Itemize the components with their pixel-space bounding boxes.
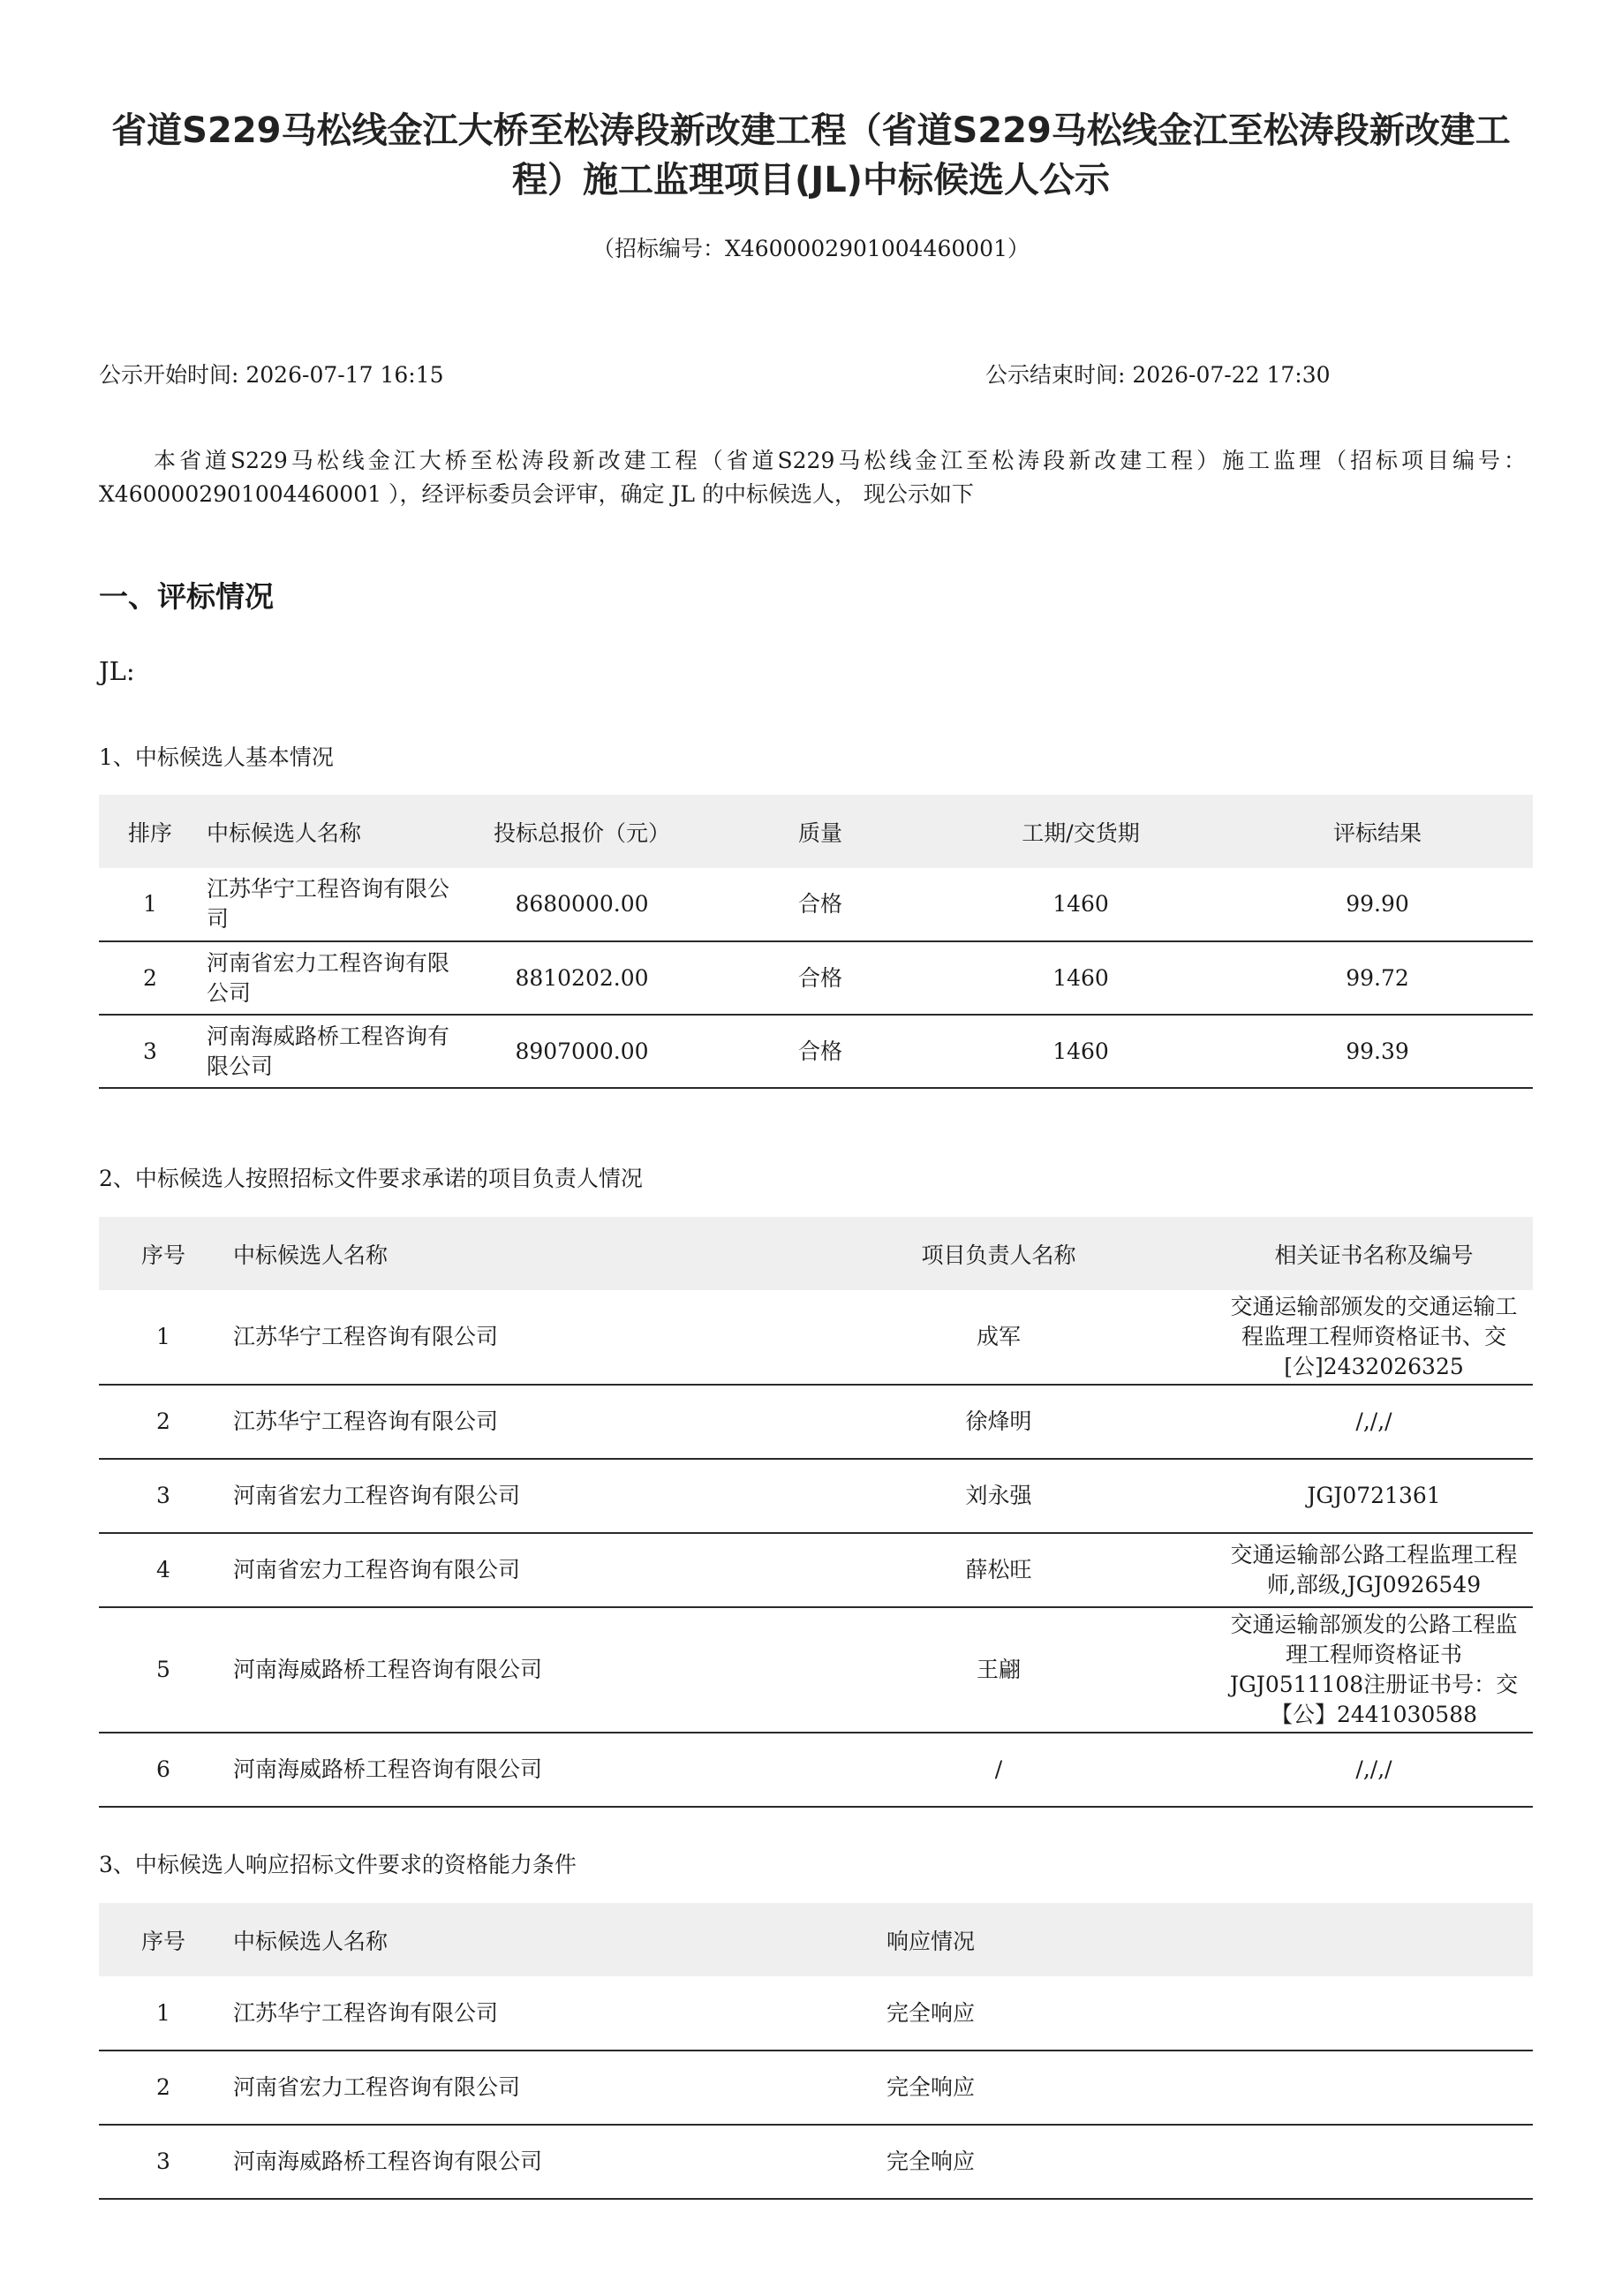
cell-candidate-name: 江苏华宁工程咨询有限公司 [228,1290,782,1385]
cell-manager: 薛松旺 [782,1533,1215,1607]
cell-candidate-name: 江苏华宁工程咨询有限公司 [228,1385,782,1459]
cell-candidate-name: 河南海威路桥工程咨询有限公司 [228,2125,881,2199]
project-manager-table [99,1217,1533,1808]
col-header-candidate-name: 中标候选人名称 [201,795,463,868]
cell-period: 1460 [939,868,1222,941]
cell-candidate-name: 河南省宏力工程咨询有限公司 [228,1459,782,1533]
page-title: 省道S229马松线金江大桥至松涛段新改建工程（省道S229马松线金江至松涛段新改建工程）施工监理项目(JL)中标候选人公示 [111,110,1511,200]
cell-no: 4 [99,1533,228,1607]
cell-no: 2 [99,1385,228,1459]
intro-paragraph: 本省道S229马松线金江大桥至松涛段新改建工程（省道S229马松线金江至松涛段新改建工程）施工监理（招标项目编号： X4600002901004460001 ），经评标委员会评审，确定 JL 的中标候选人， 现公示如下 [99,448,1526,507]
table-header-row [99,795,1533,868]
cell-certificate: 交通运输部公路工程监理工程师,部级,JGJ0926549 [1215,1533,1533,1607]
cell-no: 5 [99,1607,228,1733]
col-header-no: 序号 [99,1217,228,1290]
cell-manager: 徐烽明 [782,1385,1215,1459]
col-header-response: 响应情况 [881,1903,1533,1976]
col-header-certificate: 相关证书名称及编号 [1215,1217,1533,1290]
cell-response: 完全响应 [881,2051,1533,2125]
cell-bid-price: 8810202.00 [463,941,701,1015]
cell-candidate-name: 河南省宏力工程咨询有限公司 [228,1533,782,1607]
col-header-quality: 质量 [701,795,939,868]
table-row [99,1607,1533,1733]
cell-manager: 刘永强 [782,1459,1215,1533]
cell-response: 完全响应 [881,1976,1533,2051]
cell-candidate-name: 河南海威路桥工程咨询有限公司 [201,1015,463,1088]
cell-candidate-name: 河南省宏力工程咨询有限公司 [201,941,463,1015]
table-row [99,1533,1533,1607]
table3-title: 3、中标候选人响应招标文件要求的资格能力条件 [99,1852,577,1877]
cell-no: 2 [99,2051,228,2125]
cell-bid-price: 8907000.00 [463,1015,701,1088]
col-header-result: 评标结果 [1222,795,1533,868]
col-header-candidate-name: 中标候选人名称 [228,1217,782,1290]
cell-candidate-name: 河南省宏力工程咨询有限公司 [228,2051,881,2125]
cell-no: 6 [99,1733,228,1807]
cell-candidate-name: 河南海威路桥工程咨询有限公司 [228,1733,782,1807]
table-row [99,2051,1533,2125]
cell-certificate: 交通运输部颁发的交通运输工程监理工程师资格证书、交[公]2432026325 [1215,1290,1533,1385]
col-header-candidate-name: 中标候选人名称 [228,1903,881,1976]
cell-no: 3 [99,2125,228,2199]
lot-label: JL: [99,656,135,686]
cell-quality: 合格 [701,868,939,941]
cell-quality: 合格 [701,941,939,1015]
cell-no: 1 [99,1976,228,2051]
table-row [99,1976,1533,2051]
table-header-row [99,1903,1533,1976]
table-header-row [99,1217,1533,1290]
cell-period: 1460 [939,1015,1222,1088]
cell-candidate-name: 江苏华宁工程咨询有限公司 [201,868,463,941]
cell-bid-price: 8680000.00 [463,868,701,941]
cell-rank: 3 [99,1015,201,1088]
table1-title: 1、中标候选人基本情况 [99,744,334,770]
cell-response: 完全响应 [881,2125,1533,2199]
publicity-end-time: 公示结束时间: 2026-07-22 17:30 [985,362,1331,388]
table-row [99,868,1533,941]
cell-certificate: 交通运输部颁发的公路工程监理工程师资格证书 JGJ0511108注册证书号：交【公】2441030588 [1215,1607,1533,1733]
table-row [99,1733,1533,1807]
table-row [99,941,1533,1015]
candidate-basic-table [99,795,1533,1089]
publicity-start-time: 公示开始时间: 2026-07-17 16:15 [99,362,444,388]
cell-certificate: /,/,/ [1215,1385,1533,1459]
cell-certificate: /,/,/ [1215,1733,1533,1807]
cell-rank: 1 [99,868,201,941]
tender-number: （招标编号：X4600002901004460001） [592,236,1030,261]
cell-manager: / [782,1733,1215,1807]
cell-rank: 2 [99,941,201,1015]
table-row [99,2125,1533,2199]
table-row [99,1459,1533,1533]
table2-title: 2、中标候选人按照招标文件要求承诺的项目负责人情况 [99,1166,643,1191]
cell-manager: 成军 [782,1290,1215,1385]
col-header-no: 序号 [99,1903,228,1976]
cell-no: 3 [99,1459,228,1533]
col-header-manager: 项目负责人名称 [782,1217,1215,1290]
cell-candidate-name: 河南海威路桥工程咨询有限公司 [228,1607,782,1733]
cell-manager: 王翩 [782,1607,1215,1733]
cell-candidate-name: 江苏华宁工程咨询有限公司 [228,1976,881,2051]
section-heading-evaluation: 一、评标情况 [99,579,274,614]
cell-no: 1 [99,1290,228,1385]
cell-result: 99.90 [1222,868,1533,941]
col-header-period: 工期/交货期 [939,795,1222,868]
table-row [99,1385,1533,1459]
cell-certificate: JGJ0721361 [1215,1459,1533,1533]
cell-period: 1460 [939,941,1222,1015]
table-row [99,1290,1533,1385]
cell-quality: 合格 [701,1015,939,1088]
cell-result: 99.39 [1222,1015,1533,1088]
col-header-rank: 排序 [99,795,201,868]
table-row [99,1015,1533,1088]
cell-result: 99.72 [1222,941,1533,1015]
qualification-response-table [99,1903,1533,2200]
col-header-bid-price: 投标总报价（元） [463,795,701,868]
